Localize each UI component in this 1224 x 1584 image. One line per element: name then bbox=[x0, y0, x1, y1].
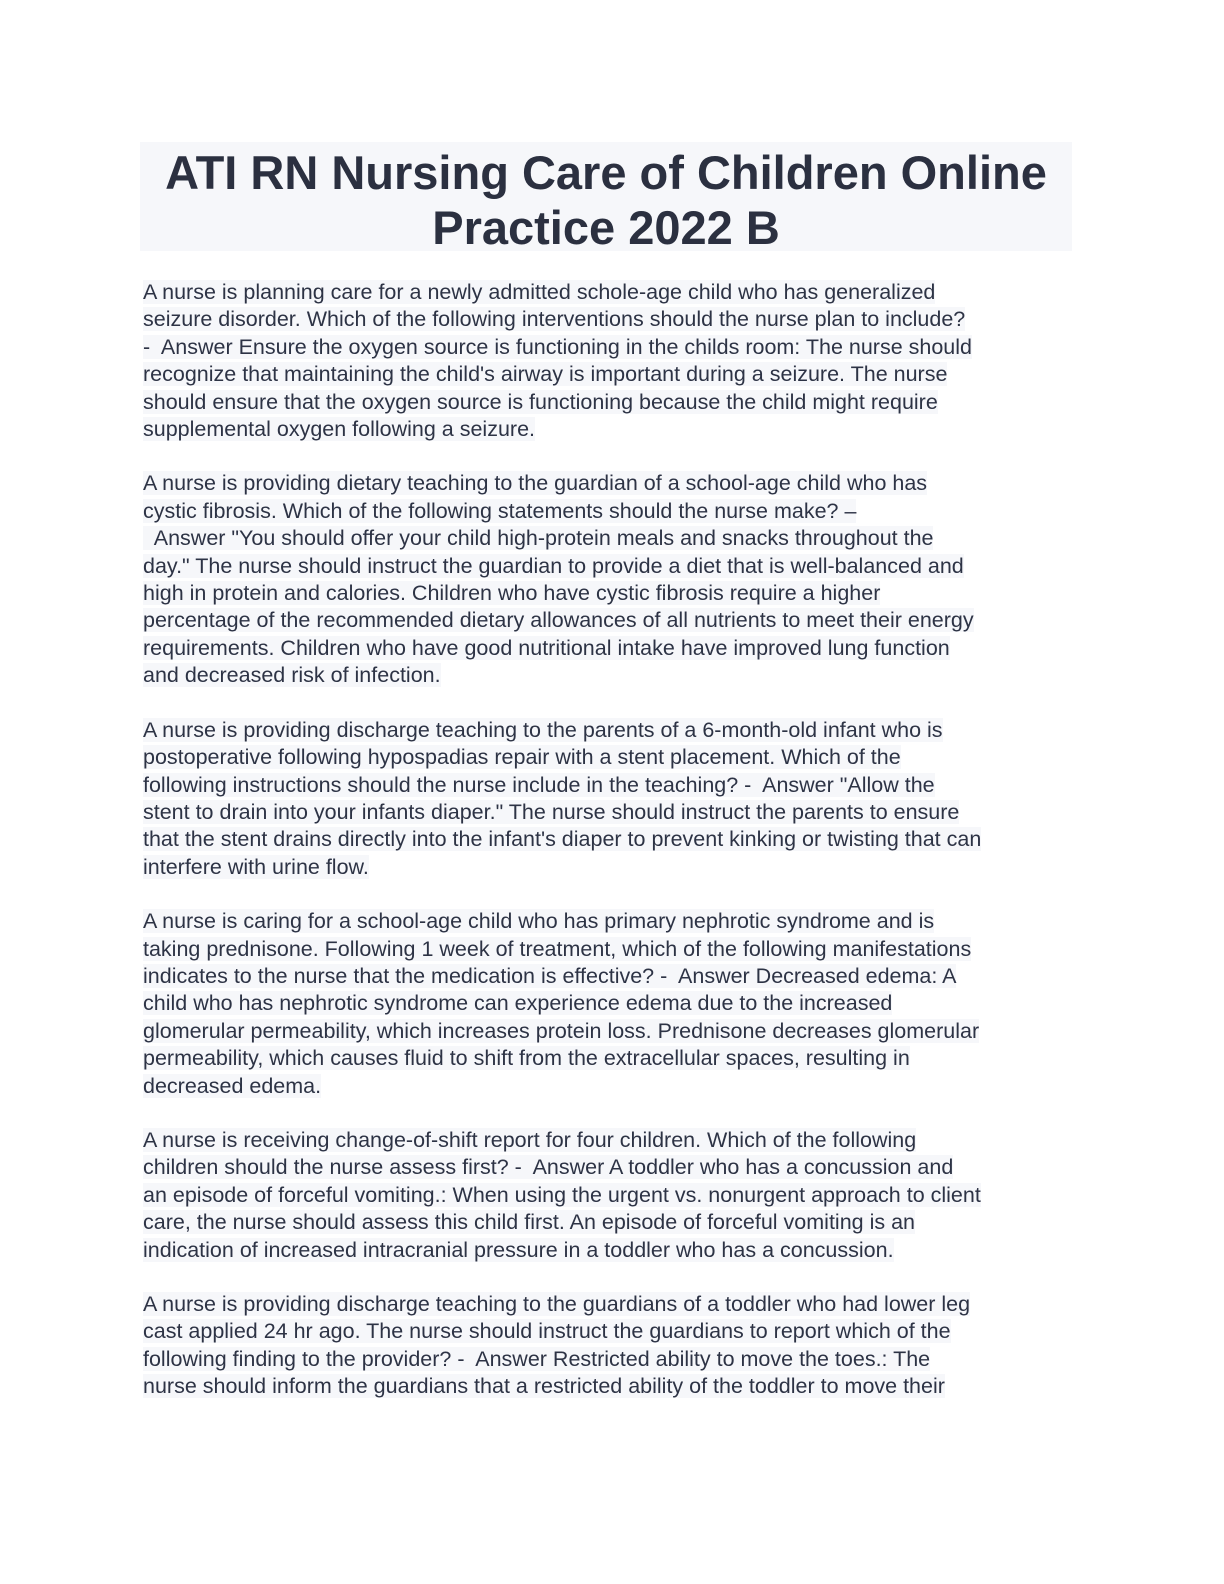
qa-paragraph bbox=[143, 717, 1078, 881]
paragraph-line bbox=[143, 1373, 1078, 1400]
document-body bbox=[143, 279, 1078, 1428]
paragraph-line bbox=[143, 990, 1078, 1017]
qa-paragraph bbox=[143, 470, 1078, 689]
document-title-box bbox=[140, 142, 1072, 254]
paragraph-line bbox=[143, 826, 1078, 853]
paragraph-line-text: care, the nurse should assess this child first. An episode of forceful vomiting is an bbox=[143, 1210, 916, 1235]
paragraph-line bbox=[143, 799, 1078, 826]
paragraph-line bbox=[143, 580, 1078, 607]
paragraph-line-text: should ensure that the oxygen source is functioning because the child might require bbox=[143, 389, 938, 414]
paragraph-line-text: A nurse is providing discharge teaching to the parents of a 6-month-old infant who is bbox=[143, 717, 943, 742]
paragraph-line-text: permeability, which causes fluid to shift from the extracellular spaces, resulting in bbox=[143, 1046, 910, 1071]
qa-paragraph bbox=[143, 908, 1078, 1100]
paragraph-line-text: seizure disorder. Which of the following interventions should the nurse plan to include? bbox=[143, 307, 966, 332]
paragraph-line-text: interfere with urine flow. bbox=[143, 854, 369, 879]
paragraph-line-text: day." The nurse should instruct the guardian to provide a diet that is well-balanced and bbox=[143, 553, 964, 578]
qa-paragraph bbox=[143, 1127, 1078, 1264]
paragraph-line-text: postoperative following hypospadias repair with a stent placement. Which of the bbox=[143, 745, 901, 770]
paragraph-line-text: requirements. Children who have good nutritional intake have improved lung function bbox=[143, 635, 950, 660]
paragraph-line-text: child who has nephrotic syndrome can experience edema due to the increased bbox=[143, 991, 893, 1016]
document-title-line: ATI RN Nursing Care of Children Online bbox=[165, 146, 1047, 199]
paragraph-line-text: recognize that maintaining the child's airway is important during a seizure. The nurse bbox=[143, 362, 948, 387]
paragraph-line bbox=[143, 1291, 1078, 1318]
paragraph-line-text: cystic fibrosis. Which of the following statements should the nurse make? – bbox=[143, 498, 857, 523]
paragraph-line-text: that the stent drains directly into the infant's diaper to prevent kinking or twisting that can bbox=[143, 827, 982, 852]
paragraph-line-text: stent to drain into your infants diaper." The nurse should instruct the parents to ensure bbox=[143, 799, 960, 824]
paragraph-line bbox=[143, 717, 1078, 744]
paragraph-line-text: decreased edema. bbox=[143, 1073, 322, 1098]
paragraph-line-text: percentage of the recommended dietary allowances of all nutrients to meet their energy bbox=[143, 608, 974, 633]
paragraph-line bbox=[143, 1209, 1078, 1236]
paragraph-line bbox=[143, 470, 1078, 497]
paragraph-line-text: A nurse is providing dietary teaching to the guardian of a school-age child who has bbox=[143, 471, 928, 496]
paragraph-line bbox=[143, 389, 1078, 416]
paragraph-line-text: - Answer Ensure the oxygen source is functioning in the childs room: The nurse should bbox=[143, 334, 972, 359]
paragraph-line bbox=[143, 1045, 1078, 1072]
paragraph-line-text: following finding to the provider? - Answer Restricted ability to move the toes.: The bbox=[143, 1346, 931, 1371]
paragraph-line bbox=[143, 306, 1078, 333]
paragraph-line-text: A nurse is planning care for a newly admitted schole-age child who has generalized bbox=[143, 280, 936, 304]
qa-paragraph bbox=[143, 1291, 1078, 1401]
paragraph-line bbox=[143, 635, 1078, 662]
paragraph-line bbox=[143, 525, 1078, 552]
paragraph-line-text: indicates to the nurse that the medication is effective? - Answer Decreased edema: A bbox=[143, 963, 957, 988]
paragraph-line-text: taking prednisone. Following 1 week of treatment, which of the following manifestations bbox=[143, 936, 972, 961]
paragraph-line bbox=[143, 1073, 1078, 1100]
paragraph-line-text: A nurse is receiving change-of-shift report for four children. Which of the following bbox=[143, 1127, 917, 1152]
paragraph-line bbox=[143, 744, 1078, 771]
paragraph-line-text: Answer "You should offer your child high-protein meals and snacks throughout the bbox=[143, 526, 934, 551]
document-title bbox=[140, 145, 1072, 255]
paragraph-line-text: supplemental oxygen following a seizure. bbox=[143, 417, 536, 442]
paragraph-line bbox=[143, 1127, 1078, 1154]
paragraph-line-text: A nurse is caring for a school-age child who has primary nephrotic syndrome and is bbox=[143, 909, 935, 934]
paragraph-line bbox=[143, 1346, 1078, 1373]
paragraph-line-text: glomerular permeability, which increases protein loss. Prednisone decreases glomerular bbox=[143, 1018, 980, 1043]
paragraph-line bbox=[143, 662, 1078, 689]
paragraph-line bbox=[143, 936, 1078, 963]
paragraph-line-text: an episode of forceful vomiting.: When using the urgent vs. nonurgent approach to client bbox=[143, 1182, 981, 1207]
document-title-line: Practice 2022 B bbox=[432, 201, 780, 254]
paragraph-line bbox=[143, 772, 1078, 799]
paragraph-line-text: indication of increased intracranial pressure in a toddler who has a concussion. bbox=[143, 1237, 894, 1262]
paragraph-line bbox=[143, 1154, 1078, 1181]
qa-paragraph bbox=[143, 279, 1078, 443]
paragraph-line bbox=[143, 963, 1078, 990]
paragraph-line bbox=[143, 1237, 1078, 1264]
paragraph-line-text: high in protein and calories. Children who have cystic fibrosis require a higher bbox=[143, 581, 881, 606]
paragraph-line bbox=[143, 908, 1078, 935]
paragraph-line bbox=[143, 854, 1078, 881]
paragraph-line bbox=[143, 334, 1078, 361]
paragraph-line-text: following instructions should the nurse include in the teaching? - Answer "Allow the bbox=[143, 772, 935, 797]
paragraph-line-text: children should the nurse assess first? - Answer A toddler who has a concussion and bbox=[143, 1155, 954, 1180]
paragraph-line bbox=[143, 1018, 1078, 1045]
paragraph-line-text: A nurse is providing discharge teaching to the guardians of a toddler who had lower leg bbox=[143, 1292, 971, 1316]
paragraph-line bbox=[143, 361, 1078, 388]
paragraph-line bbox=[143, 1318, 1078, 1345]
paragraph-line bbox=[143, 553, 1078, 580]
paragraph-line bbox=[143, 416, 1078, 443]
paragraph-line bbox=[143, 1182, 1078, 1209]
paragraph-line-text: nurse should inform the guardians that a restricted ability of the toddler to move their bbox=[143, 1374, 945, 1399]
paragraph-line bbox=[143, 279, 1078, 306]
paragraph-line bbox=[143, 498, 1078, 525]
paragraph-line-text: and decreased risk of infection. bbox=[143, 663, 441, 688]
paragraph-line-text: cast applied 24 hr ago. The nurse should instruct the guardians to report which of the bbox=[143, 1319, 951, 1344]
paragraph-line bbox=[143, 607, 1078, 634]
